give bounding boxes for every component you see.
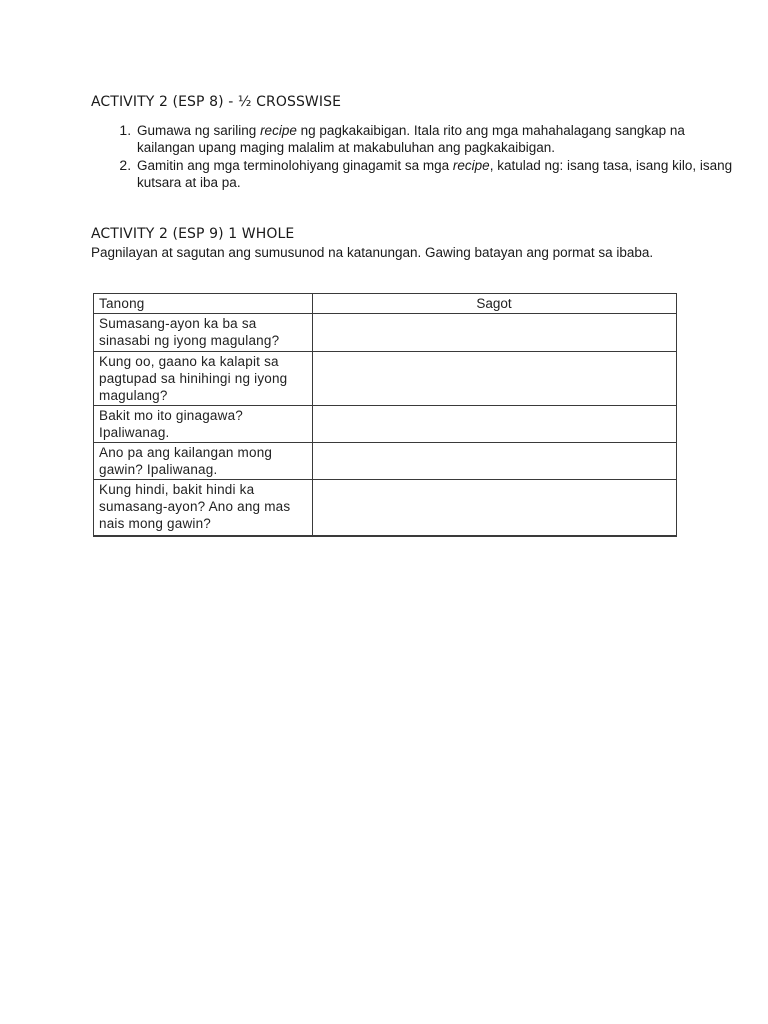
question-answer-table: [93, 293, 677, 537]
answer-cell: [313, 314, 677, 352]
item-text-after: ng pagkakaibigan. Itala rito ang mga mahahalagang sangkap na kailangan upang maging malalim at makabuluhan ang pagkakaibigan.: [137, 123, 685, 155]
question-cell: Bakit mo ito ginagawa? Ipaliwanag.: [94, 406, 313, 443]
table-header-row: [94, 294, 677, 314]
question-cell: Kung oo, gaano ka kalapit sa pagtupad sa hinihingi ng iyong magulang?: [94, 352, 313, 406]
question-cell: Sumasang-ayon ka ba sa sinasabi ng iyong magulang?: [94, 314, 313, 352]
table-row: [94, 443, 677, 480]
column-header-tanong: Tanong: [94, 294, 313, 314]
item-emphasis: recipe: [260, 123, 297, 138]
item-text-before: Gamitin ang mga terminolohiyang ginagamit sa mga: [137, 158, 453, 173]
activity2-title: ACTIVITY 2 (ESP 9) 1 WHOLE: [91, 226, 295, 242]
table-row: [94, 480, 677, 537]
question-cell: Ano pa ang kailangan mong gawin? Ipaliwanag.: [94, 443, 313, 480]
item-text-before: Gumawa ng sariling: [137, 123, 261, 138]
activity1-instruction-list: [91, 122, 735, 192]
answer-cell: [313, 406, 677, 443]
table-row: [94, 314, 677, 352]
table-row: [94, 406, 677, 443]
item-text-after: , katulad ng: isang tasa, isang kilo, isang kutsara at iba pa.: [137, 158, 733, 190]
list-item: [135, 122, 735, 156]
question-cell: Kung hindi, bakit hindi ka sumasang-ayon? Ano ang mas nais mong gawin?: [94, 480, 313, 537]
answer-cell: [313, 352, 677, 406]
column-header-sagot: Sagot: [313, 294, 677, 314]
answer-cell: [313, 480, 677, 537]
activity2-instructions: Pagnilayan at sagutan ang sumusunod na katanungan. Gawing batayan ang pormat sa ibaba.: [91, 245, 654, 260]
answer-cell: [313, 443, 677, 480]
list-item: [135, 157, 735, 191]
item-emphasis: recipe: [452, 158, 490, 173]
table-row: [94, 352, 677, 406]
activity1-title: ACTIVITY 2 (ESP 8) - ½ CROSSWISE: [91, 94, 342, 110]
